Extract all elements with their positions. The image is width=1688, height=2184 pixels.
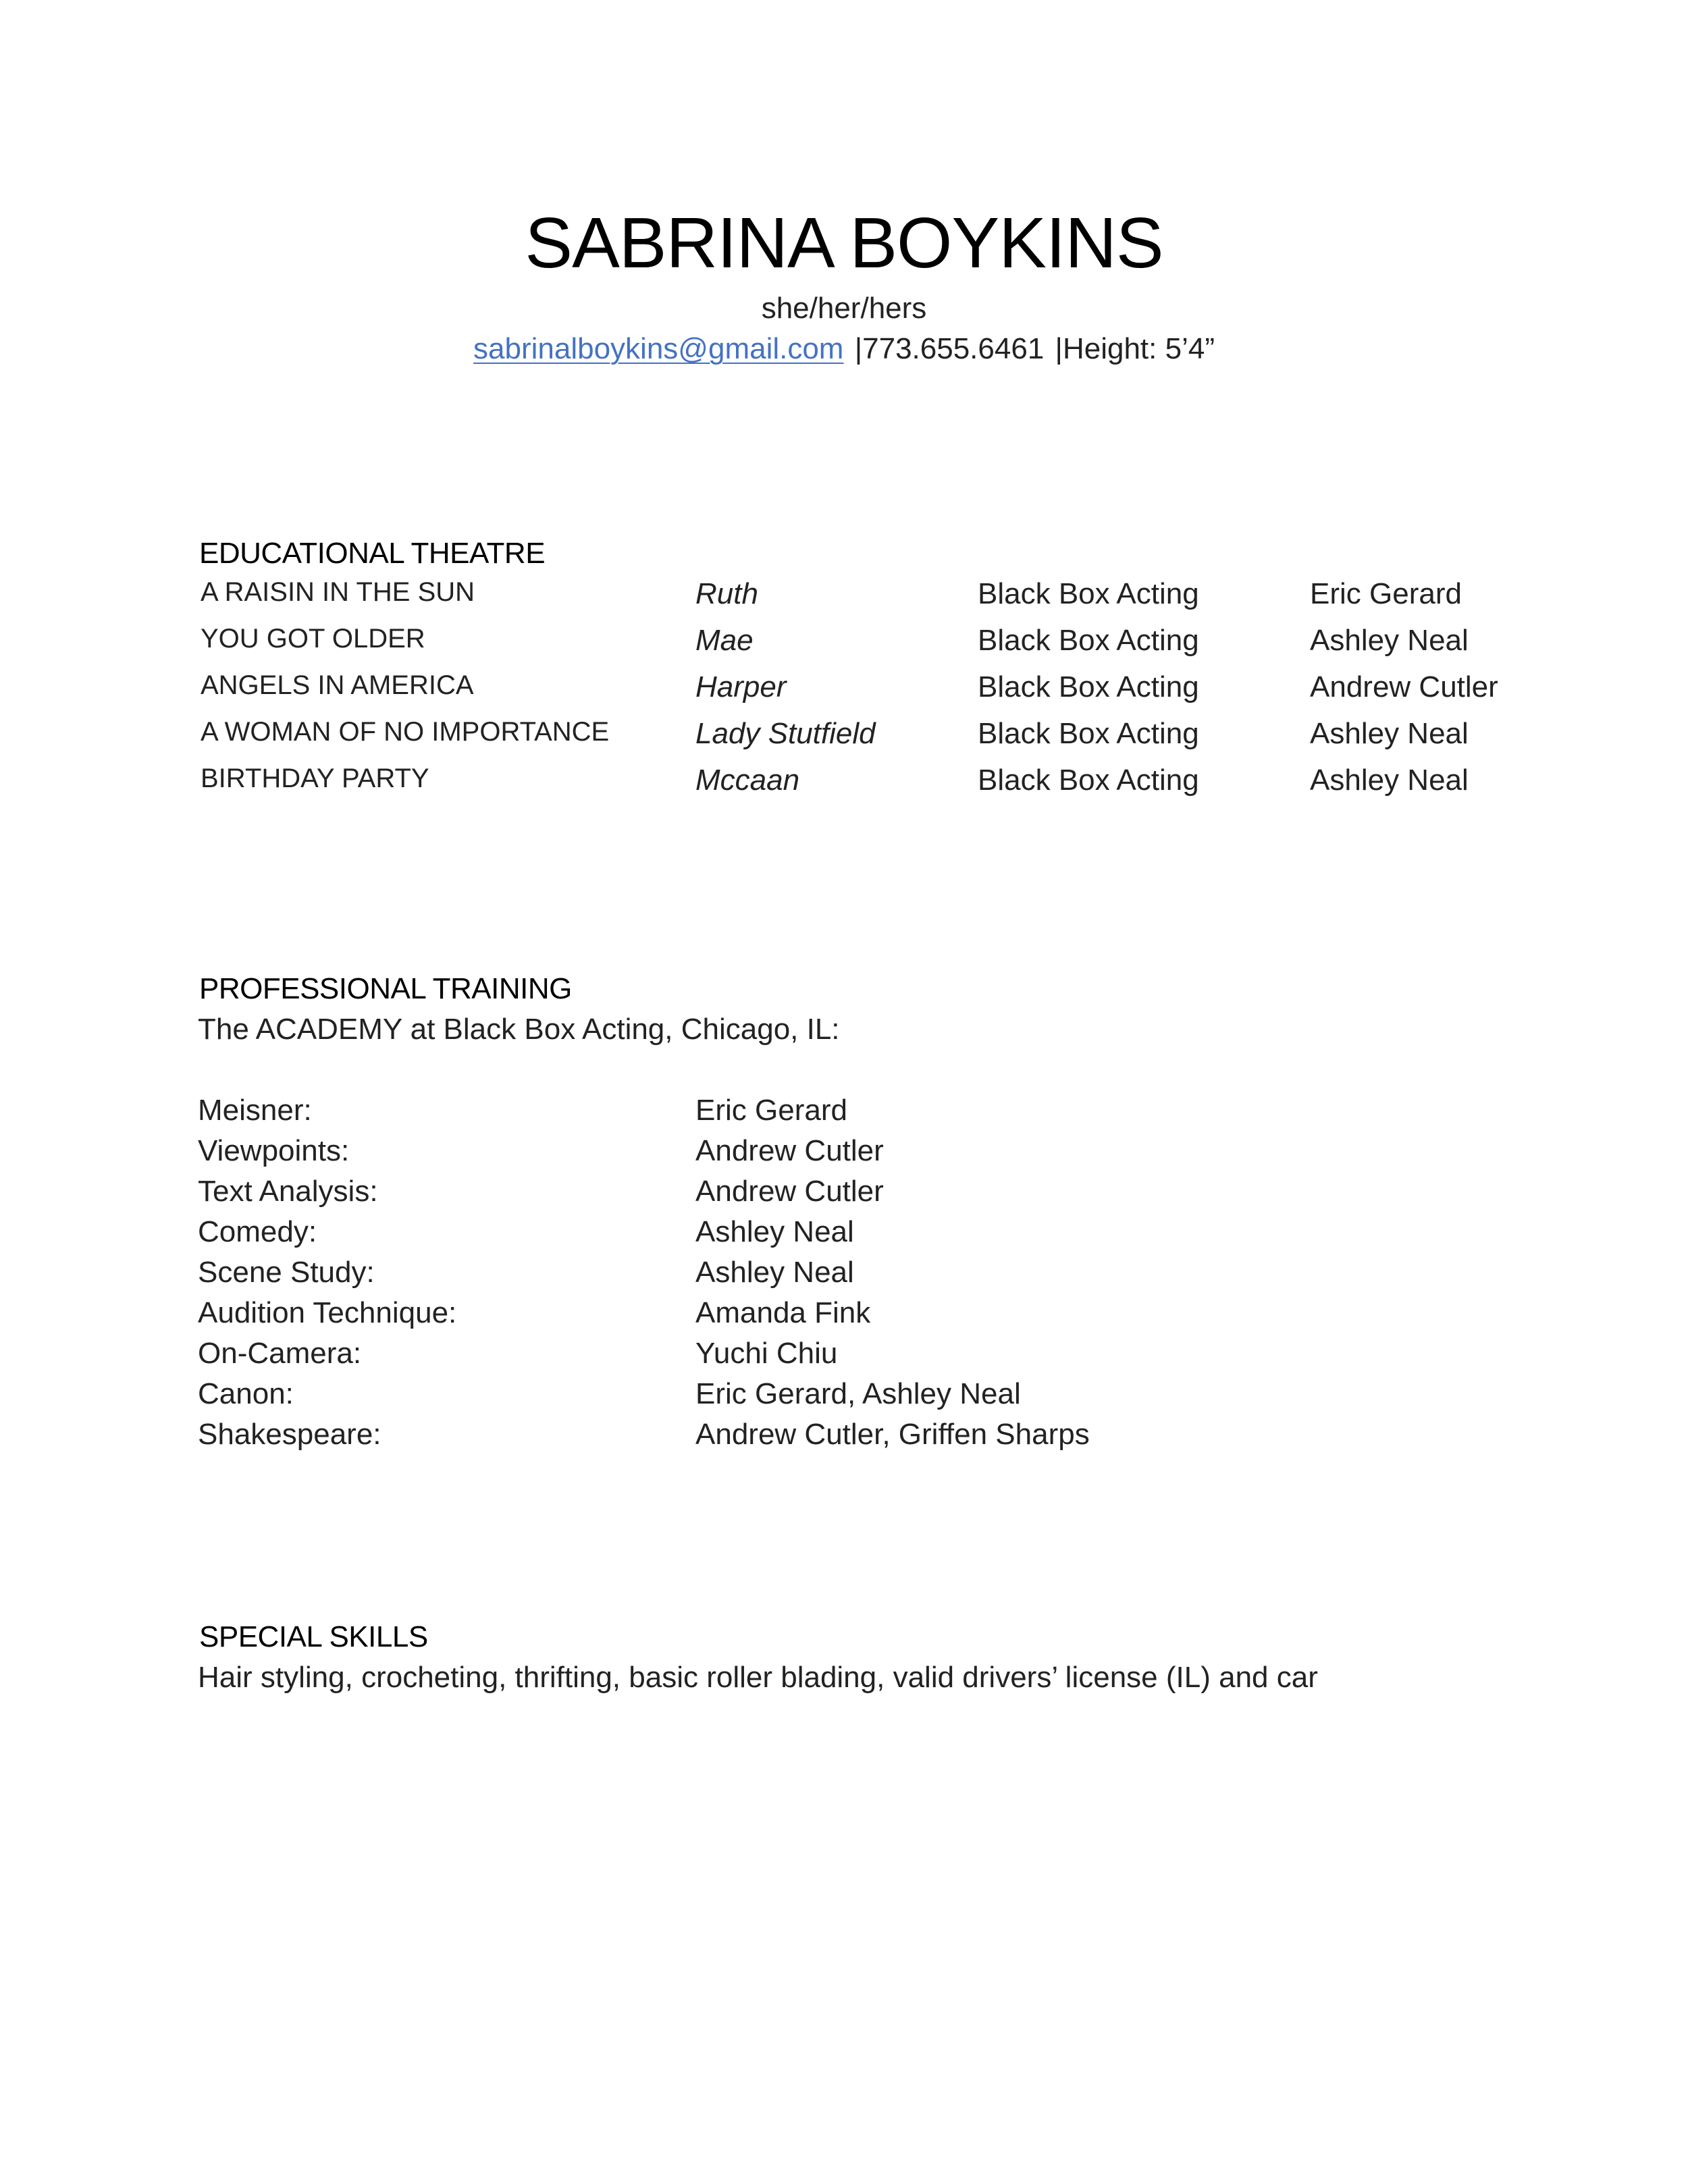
- training-subject: Viewpoints:: [198, 1134, 350, 1167]
- show-title: YOU GOT OLDER: [201, 624, 425, 654]
- training-instructor: Andrew Cutler, Griffen Sharps: [695, 1418, 1090, 1451]
- resume-name: SABRINA BOYKINS: [525, 203, 1163, 283]
- training-instructor: Andrew Cutler: [695, 1134, 884, 1167]
- special-skills-text: Hair styling, crocheting, thrifting, basic roller blading, valid drivers’ license (IL) and car: [198, 1661, 1318, 1694]
- training-school: The ACADEMY at Black Box Acting, Chicago, IL:: [198, 1013, 840, 1046]
- venue-name: Black Box Acting: [978, 624, 1199, 657]
- training-instructor: Amanda Fink: [695, 1296, 871, 1329]
- theatre-row: [0, 764, 1688, 811]
- training-row: [0, 1215, 1688, 1256]
- training-subject: On-Camera:: [198, 1337, 362, 1370]
- phone-number: |773.655.6461: [854, 332, 1045, 365]
- director-name: Ashley Neal: [1310, 764, 1469, 797]
- director-name: Ashley Neal: [1310, 717, 1469, 750]
- training-row: [0, 1094, 1688, 1134]
- venue-name: Black Box Acting: [978, 764, 1199, 797]
- training-row: [0, 1296, 1688, 1337]
- educational-theatre-heading: EDUCATIONAL THEATRE: [199, 537, 546, 570]
- role-name: Lady Stutfield: [695, 717, 876, 750]
- director-name: Eric Gerard: [1310, 577, 1462, 610]
- show-title: BIRTHDAY PARTY: [201, 764, 429, 793]
- venue-name: Black Box Acting: [978, 717, 1199, 750]
- director-name: Andrew Cutler: [1310, 670, 1498, 703]
- height-info: |Height: 5’4”: [1055, 332, 1215, 365]
- role-name: Ruth: [695, 577, 758, 610]
- role-name: Mccaan: [695, 764, 800, 797]
- training-row: [0, 1175, 1688, 1215]
- show-title: ANGELS IN AMERICA: [201, 670, 474, 700]
- training-subject: Comedy:: [198, 1215, 317, 1248]
- contact-line: [0, 332, 1688, 366]
- theatre-row: [0, 577, 1688, 624]
- training-instructor: Yuchi Chiu: [695, 1337, 838, 1370]
- role-name: Harper: [695, 670, 787, 703]
- training-subject: Audition Technique:: [198, 1296, 457, 1329]
- training-subject: Meisner:: [198, 1094, 312, 1127]
- training-row: [0, 1418, 1688, 1458]
- training-instructor: Eric Gerard: [695, 1094, 847, 1127]
- show-title: A WOMAN OF NO IMPORTANCE: [201, 717, 610, 747]
- training-subject: Shakespeare:: [198, 1418, 381, 1451]
- training-row: [0, 1256, 1688, 1296]
- training-row: [0, 1377, 1688, 1418]
- training-instructor: Ashley Neal: [695, 1256, 854, 1289]
- training-instructor: Eric Gerard, Ashley Neal: [695, 1377, 1021, 1410]
- training-subject: Canon:: [198, 1377, 294, 1410]
- special-skills-heading: SPECIAL SKILLS: [199, 1620, 428, 1653]
- role-name: Mae: [695, 624, 754, 657]
- show-title: A RAISIN IN THE SUN: [201, 577, 475, 607]
- theatre-row: [0, 717, 1688, 764]
- training-subject: Text Analysis:: [198, 1175, 378, 1208]
- theatre-row: [0, 624, 1688, 671]
- email-link[interactable]: sabrinalboykins@gmail.com: [473, 332, 844, 365]
- training-instructor: Ashley Neal: [695, 1215, 854, 1248]
- pronouns: she/her/hers: [761, 292, 927, 325]
- director-name: Ashley Neal: [1310, 624, 1469, 657]
- venue-name: Black Box Acting: [978, 670, 1199, 703]
- training-row: [0, 1337, 1688, 1377]
- training-subject: Scene Study:: [198, 1256, 375, 1289]
- professional-training-heading: PROFESSIONAL TRAINING: [199, 972, 572, 1005]
- theatre-row: [0, 670, 1688, 718]
- venue-name: Black Box Acting: [978, 577, 1199, 610]
- training-instructor: Andrew Cutler: [695, 1175, 884, 1208]
- training-row: [0, 1134, 1688, 1175]
